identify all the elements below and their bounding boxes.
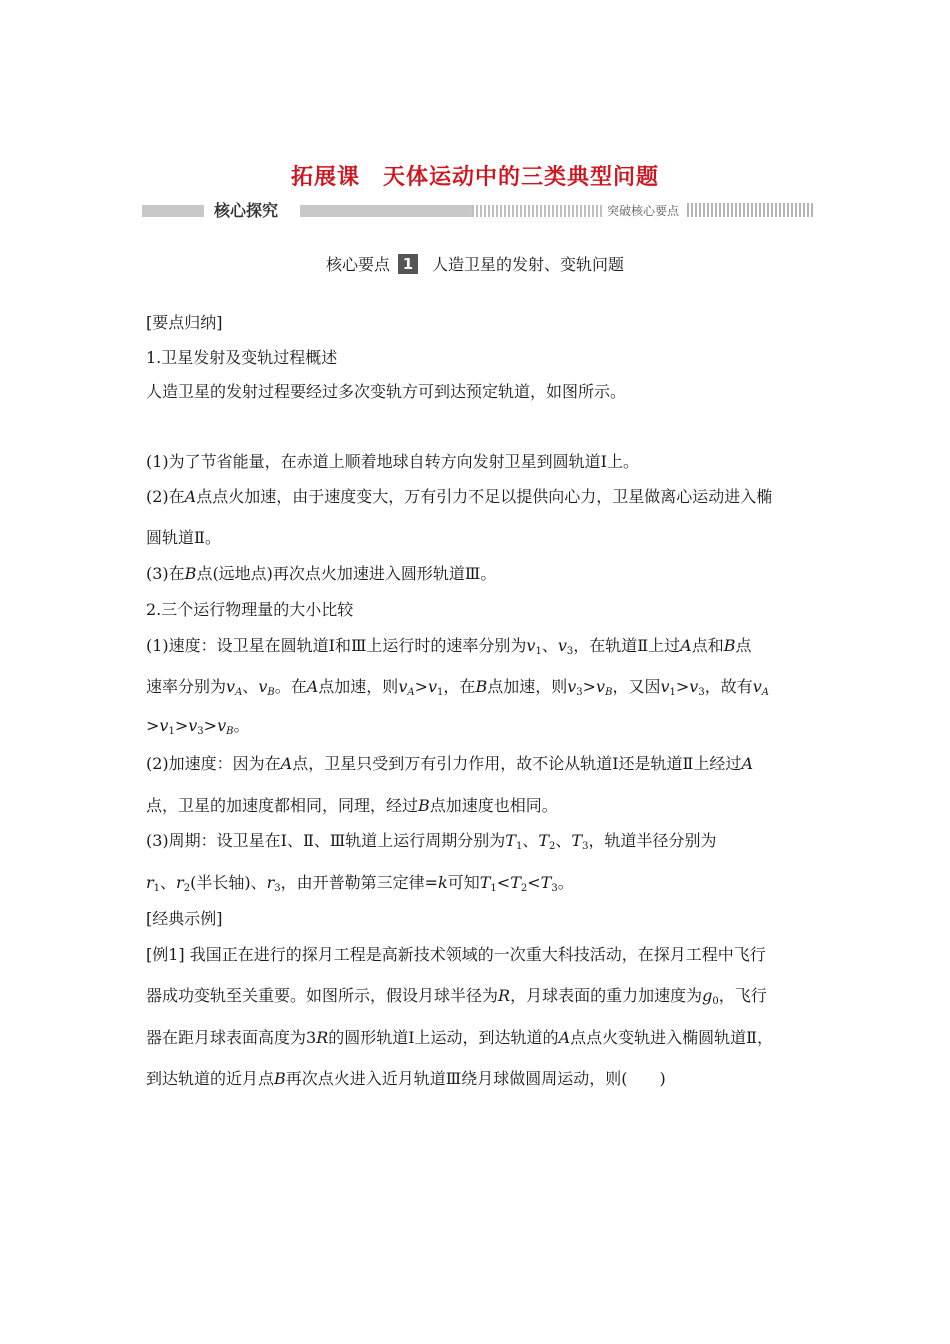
paragraph-line: (1)速度：设卫星在圆轨道Ⅰ和Ⅲ上运行时的速率分别为$v_1$、$v_3$，在轨道Ⅱ上过A点和B点 bbox=[146, 636, 752, 657]
paragraph-line: 到达轨道的近月点B再次点火进入近月轨道Ⅲ绕月球做圆周运动，则( ) bbox=[146, 1069, 666, 1088]
paragraph-line: 器在距月球表面高度为3R的圆形轨道Ⅰ上运动，到达轨道的A点点火变轨进入椭圆轨道Ⅱ， bbox=[146, 1028, 774, 1047]
paragraph-line: $r_1$、$r_2$(半长轴)、$r_3$，由开普勒第三定律=k可知$T_1<T_2<T_3$。 bbox=[146, 873, 574, 894]
paragraph-line: 圆轨道Ⅱ。 bbox=[146, 528, 221, 547]
paragraph-line: (3)周期：设卫星在Ⅰ、Ⅱ、Ⅲ轨道上运行周期分别为$T_1$、$T_2$、$T_3$，轨道半径分别为 bbox=[146, 831, 717, 852]
key-point-heading bbox=[0, 253, 950, 277]
section-heading: 核心探究 bbox=[214, 201, 279, 220]
key-point-prefix: 核心要点 bbox=[325, 255, 390, 274]
key-point-title: 人造卫星的发射、变轨问题 bbox=[432, 255, 625, 274]
paragraph-line: 人造卫星的发射过程要经过多次变轨方可到达预定轨道，如图所示。 bbox=[146, 382, 627, 401]
paragraph-line: 速率分别为$v_A$、$v_B$。在A点加速，则$v_A>v_1$，在B点加速，则$v_3>v_B$，又因$v_1>v_3$，故有$v_A$ bbox=[146, 677, 770, 698]
header-bar-right-decoration bbox=[687, 203, 814, 217]
paragraph-line: 器成功变轨至关重要。如图所示，假设月球半径为R，月球表面的重力加速度为$g_0$，飞行 bbox=[146, 986, 767, 1007]
page-title: 拓展课 天体运动中的三类典型问题 bbox=[290, 165, 659, 190]
paragraph-line: 点，卫星的加速度都相同，同理，经过B点加速度也相同。 bbox=[146, 796, 558, 815]
paragraph-line: $>v_1>v_3>v_B$。 bbox=[146, 716, 250, 737]
section-right-label: 突破核心要点 bbox=[607, 204, 680, 218]
paragraph-heading-1: 1.卫星发射及变轨过程概述 bbox=[146, 348, 338, 367]
paragraph-line: (2)加速度：因为在A点，卫星只受到万有引力作用，故不论从轨道Ⅰ还是轨道Ⅱ上经过A bbox=[146, 754, 753, 773]
paragraph-line: (3)在B点(远地点)再次点火加速进入圆形轨道Ⅲ。 bbox=[146, 564, 497, 583]
header-bar-mid-decoration bbox=[300, 205, 602, 217]
section-label-summary: [要点归纳] bbox=[146, 313, 223, 332]
paragraph-line: (1)为了节省能量，在赤道上顺着地球自转方向发射卫星到圆轨道Ⅰ上。 bbox=[146, 452, 639, 471]
paragraph-line: [例1] 我国正在进行的探月工程是高新技术领域的一次重大科技活动，在探月工程中飞行 bbox=[146, 945, 766, 964]
section-label-example: [经典示例] bbox=[146, 909, 223, 928]
header-bar-left-decoration bbox=[142, 205, 204, 217]
paragraph-heading-2: 2.三个运行物理量的大小比较 bbox=[146, 600, 354, 619]
key-point-number-badge: 1 bbox=[398, 254, 418, 274]
section-header-bar bbox=[142, 200, 814, 222]
paragraph-line: (2)在A点点火加速，由于速度变大，万有引力不足以提供向心力，卫星做离心运动进入椭 bbox=[146, 487, 773, 506]
